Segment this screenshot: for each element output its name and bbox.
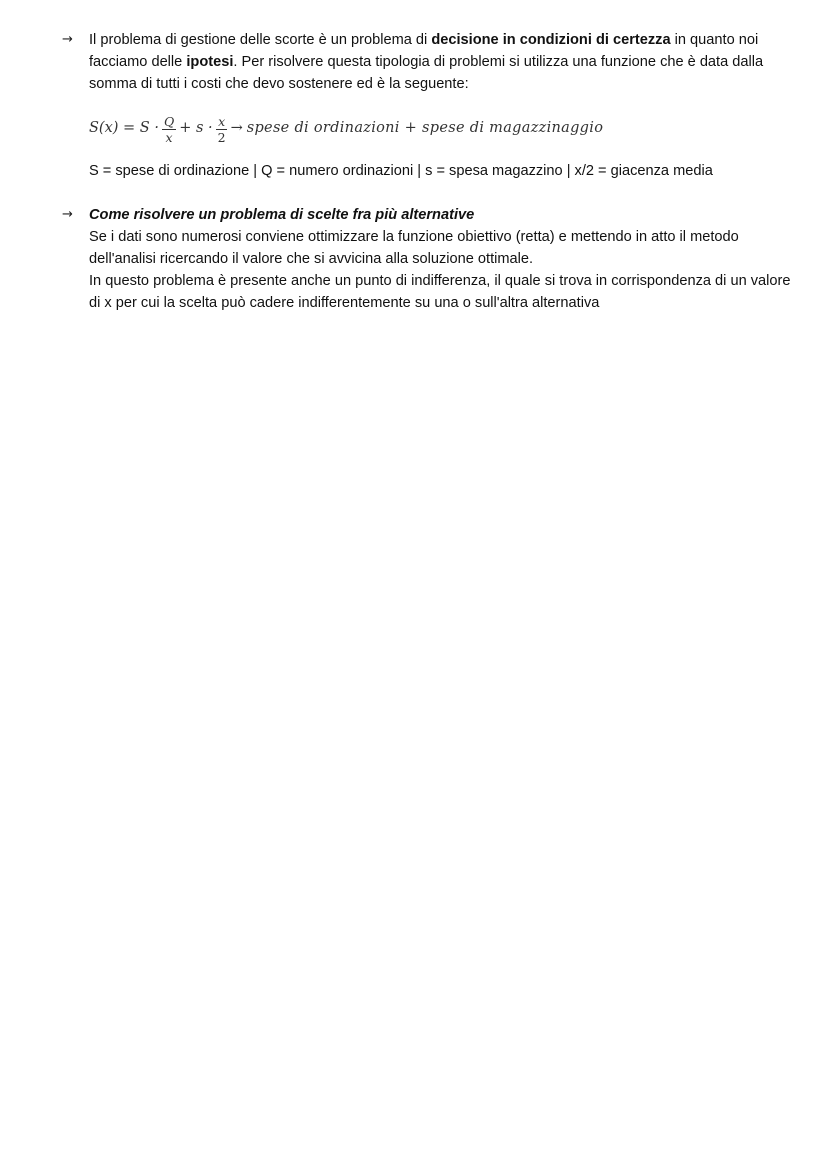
text-segment: in quanto noi facciamo delle (89, 32, 759, 70)
paragraph-indifference-point: In questo problema è presente anche un punto di indifferenza, il quale si trova in corrispondenza di un valore di x per cui la scelta può cadere indifferentemente su una o sull'altra alternativa (89, 273, 791, 311)
bold-term-hypothesis: ipotesi (186, 54, 234, 70)
text-segment: . Per risolvere questa tipologia di problemi si utilizza una funzione che è data dalla somma di tutti i costi che devo sostenere ed è la seguente: (89, 54, 764, 92)
formula-lhs: S(x) = S · (89, 120, 159, 136)
arrow-bullet-icon: → (62, 207, 73, 222)
inventory-paragraph (89, 29, 801, 95)
bullet-inventory-problem (0, 29, 828, 95)
fraction-denominator: 2 (217, 129, 226, 145)
cost-formula (89, 106, 603, 150)
paragraph-optimization: Se i dati sono numerosi conviene ottimizzare la funzione obiettivo (retta) e mettendo in atto il metodo dell'analisi ricercando il valore che si avvicina alla soluzione ottimale. (89, 229, 739, 267)
fraction-numerator: Q (163, 113, 175, 129)
formula-rhs: spese di ordinazioni + spese di magazzinaggio (246, 120, 604, 136)
formula-fraction-q-over-x (162, 114, 176, 145)
paragraph-text (89, 29, 801, 95)
formula-legend: S = spese di ordinazione | Q = numero ordinazioni | s = spesa magazzino | x/2 = giacenza media (89, 163, 713, 179)
fraction-denominator: x (165, 129, 173, 145)
formula-arrow-icon: → (230, 120, 243, 136)
section-heading: Come risolvere un problema di scelte fra più alternative (89, 207, 475, 223)
formula-mid: + s · (179, 120, 213, 136)
text-segment: Il problema di gestione delle scorte è un problema di (89, 32, 432, 48)
bullet-multiple-alternatives (0, 204, 828, 314)
fraction-numerator: x (218, 113, 226, 129)
arrow-bullet-icon: → (62, 32, 73, 47)
bold-term-certainty: decisione in condizioni di certezza (431, 32, 671, 48)
alternatives-section (89, 204, 801, 314)
formula-fraction-x-over-2 (216, 114, 228, 145)
